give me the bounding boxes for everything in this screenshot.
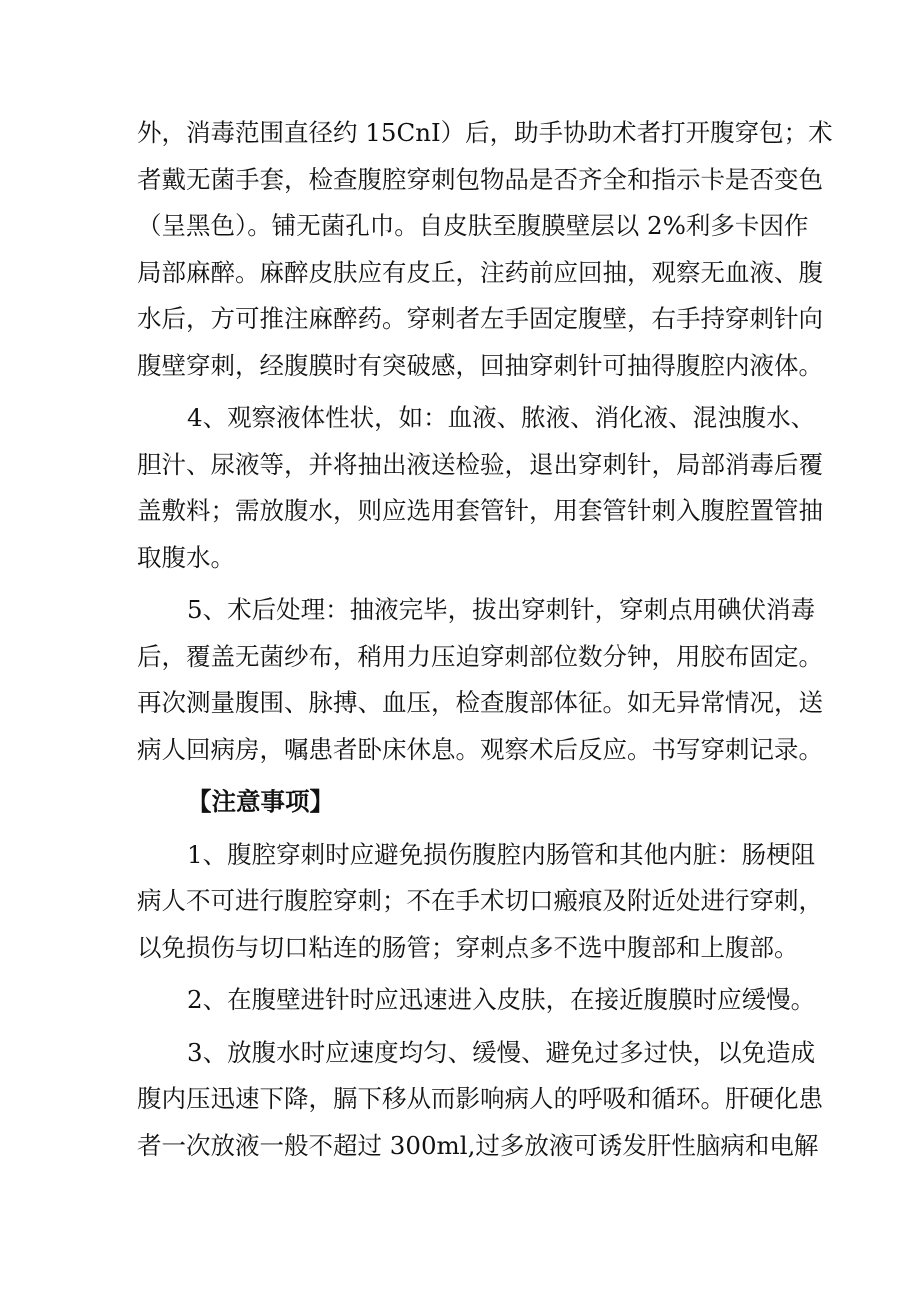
text-line: 腹壁穿刺，经腹膜时有突破感，回抽穿刺针可抽得腹腔内液体。 — [137, 350, 823, 380]
text-line: 后，覆盖无菌纱布，稍用力压迫穿刺部位数分钟，用胶布固定。 — [137, 641, 823, 671]
text-line: 3、放腹水时应速度均匀、缓慢、避免过多过快，以免造成 — [187, 1037, 816, 1067]
text-line: 盖敷料；需放腹水，则应选用套管针，用套管针刺入腹腔置管抽 — [137, 496, 823, 525]
text-line: 腹内压迅速下降，膈下移从而影响病人的呼吸和循环。肝硬化患 — [137, 1084, 823, 1113]
text-line: 外，消毒范围直径约 15CnI）后，助手协助术者打开腹穿包；术 — [137, 118, 833, 147]
section-heading-notes: 【注意事项】 — [187, 787, 334, 816]
text-line: 者戴无菌手套，检查腹腔穿刺包物品是否齐全和指示卡是否变色 — [137, 164, 823, 194]
text-line: 再次测量腹围、脉搏、血压，检查腹部体征。如无异常情况，送 — [137, 688, 823, 717]
text-line: 病人回病房，嘱患者卧床休息。观察术后反应。书写穿刺记录。 — [137, 734, 823, 764]
note-1 — [137, 832, 823, 972]
text-line: 2、在腹壁进针时应迅速进入皮肤，在接近腹膜时应缓慢。 — [187, 985, 816, 1014]
text-line: 以免损伤与切口粘连的肠管；穿刺点多不选中腹部和上腹部。 — [137, 932, 799, 962]
text-line: （呈黑色）。铺无菌孔巾。自皮肤至腹膜壁层以 2%利多卡因作 — [137, 211, 809, 240]
paragraph-procedure-cont — [137, 110, 833, 389]
text-line: 局部麻醉。麻醉皮肤应有皮丘，注药前应回抽，观察无血液、腹 — [137, 257, 823, 287]
text-line: 5、术后处理：抽液完毕，拔出穿刺针，穿刺点用碘伏消毒 — [187, 595, 816, 624]
note-3 — [137, 1030, 823, 1170]
note-2 — [137, 977, 816, 1024]
text-line: 取腹水。 — [137, 542, 235, 572]
text-line: 者一次放液一般不超过 300ml,过多放液可诱发肝性脑病和电解 — [137, 1130, 819, 1160]
text-line: 胆汁、尿液等，并将抽出液送检验，退出穿刺针，局部消毒后覆 — [137, 449, 823, 479]
paragraph-step-4 — [137, 395, 823, 581]
text-line: 4、观察液体性状，如：血液、脓液、消化液、混浊腹水、 — [187, 403, 816, 432]
paragraph-step-5 — [137, 587, 823, 773]
text-line: 1、腹腔穿刺时应避免损伤腹腔内肠管和其他内脏：肠梗阻 — [187, 839, 816, 869]
text-line: 水后，方可推注麻醉药。穿刺者左手固定腹壁，右手持穿刺针向 — [137, 304, 823, 333]
text-line: 病人不可进行腹腔穿刺；不在手术切口瘢痕及附近处进行穿刺， — [137, 886, 823, 915]
